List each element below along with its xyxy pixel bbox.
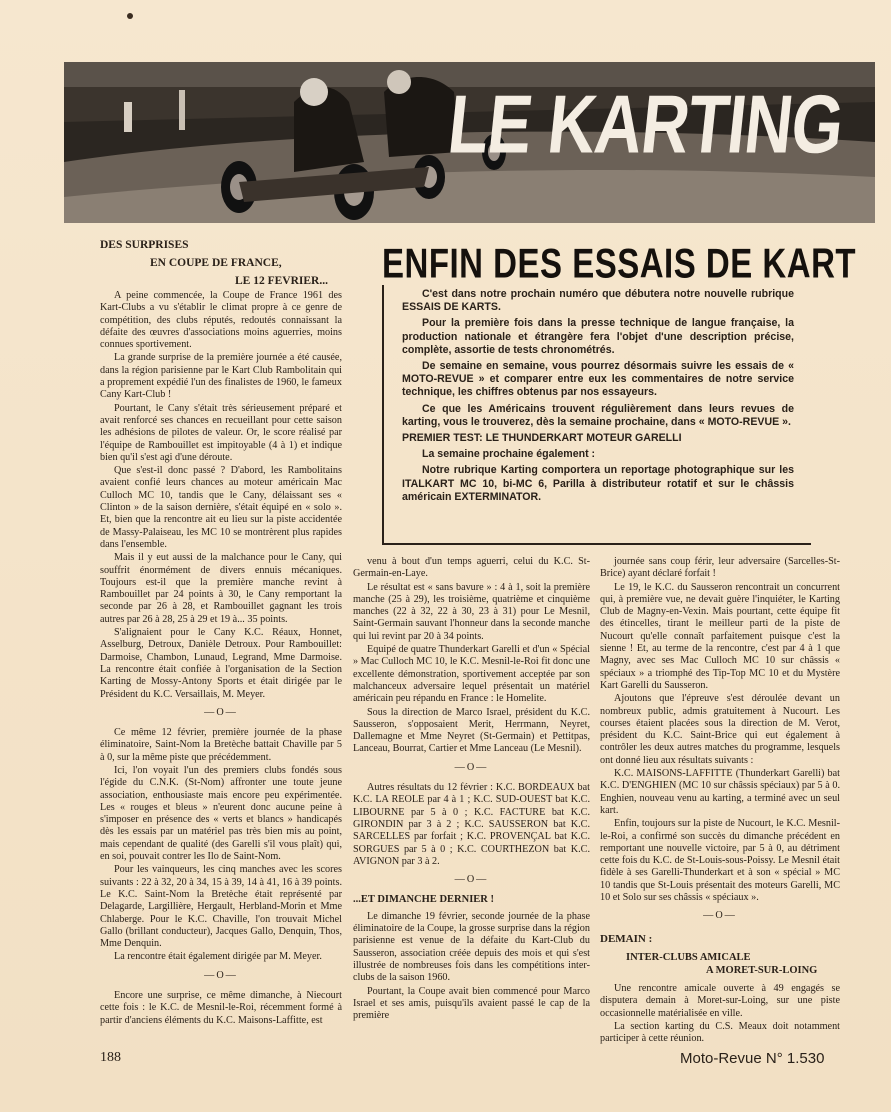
box-paragraph: Pour la première fois dans la presse technique de langue française, la production nationale et étrangère fera l'objet d'une description précise, complète, assortie de tests chronométrés. (402, 317, 794, 356)
magazine-name: Moto-Revue (680, 1050, 762, 1067)
paragraph: Equipé de quatre Thunderkart Garelli et d'un « Spécial » Mac Culloch MC 10, le K.C. Mesnil-le-Roi fit donc une excellente démonstration, sportivement acceptée par son malchanceux adversaire lequel présentait un matériel américain peu répandu en France : le Homelite. (353, 644, 590, 705)
issue-number: N° 1.530 (765, 1050, 825, 1067)
paragraph: A peine commencée, la Coupe de France 1961 des Kart-Clubs a vu s'établir le climat propre à ce genre de compétition, des clubs réputés, redoutés connaissant la défaite des œuvres d'associations moins aguerries, moins connues sportivement. (100, 290, 342, 351)
demain-heading: DEMAIN : (600, 932, 653, 945)
header-banner (64, 62, 875, 223)
intro-heading-line-3: LE 12 FEVRIER... (235, 275, 328, 287)
box-paragraph: Ce que les Américains trouvent régulièrement dans leurs revues de karting, vous le trouverez, dès la semaine prochaine, dans « MOTO-REVUE ». (402, 402, 794, 428)
separator: —O— (454, 874, 489, 886)
paragraph: Pourtant, la Coupe avait bien commencé pour Marco Israel et ses amis, puisqu'ils avaient passé le cap de la première (353, 985, 590, 1022)
announcement-box (382, 285, 811, 545)
paragraph: Pour les vainqueurs, les cinq manches avec les scores suivants : 22 à 32, 20 à 34, 15 à 39, 14 à 41, 16 à 39 points. Le K.C. Saint-Nom la Bretèche était représenté par Delagarde, Largillière, Hergault, Herbland-Morin et Mme Chlaberge. Pour le K.C. Chaville, l'on trouvait Michel Gallo (brillant conducteur), Jacques Gallo, Denquin, Thos, Mme Denquin. (100, 864, 342, 950)
demain-subheading-line-1: INTER-CLUBS AMICALE (626, 951, 751, 963)
separator: —O— (204, 969, 238, 981)
paragraph: Ce même 12 février, première journée de la phase éliminatoire, Saint-Nom la Bretèche battait Chaville par 5 à 0, sur la même piste que précédemment. (100, 727, 342, 763)
paragraph: La rencontre était également dirigée par M. Meyer. (114, 951, 322, 963)
box-paragraph: Notre rubrique Karting comportera un reportage photographique sur les ITALKART MC 10, bi-MC 6, Parilla à distributeur rotatif et sur le châssis américain EXTERMINATOR. (402, 464, 794, 503)
paragraph: La section karting du C.S. Meaux doit notamment participer à cette réunion. (600, 1020, 840, 1045)
column-3 (600, 556, 840, 1046)
page-number: 188 (100, 1050, 121, 1065)
column-2 (353, 556, 590, 1023)
section-subheading: ...ET DIMANCHE DERNIER ! (353, 894, 494, 906)
paragraph: Ici, l'on voyait l'un des premiers clubs fondés sous l'égide du C.N.K. (St-Nom) affronter une toute jeune association, enthousiaste mais encore peu expérimentée. Les « rouges et bleus » n'eurent donc aucune peine à s'imposer en présence des « verts et blancs » handicapés dès les essais par un matériel pas très bien mis au point, mais cependant de qualité (des Garelli s'il vous plaît) qui, en soi, pouvait contrer les Ilo de Saint-Nom. (100, 764, 342, 863)
paragraph: Autres résultats du 12 février : K.C. BORDEAUX bat K.C. LA REOLE par 4 à 1 ; K.C. SUD-OUEST bat K.C. LIBOURNE par 5 à 0 ; K.C. FACTURE bat K.C. GIRONDIN par 3 à 2 ; K.C. SAUSSERON bat K.C. SARCELLES par forfait ; K.C. PROVENÇAL bat K.C. SORGUES par 5 à 0 ; K.C. COURTHEZON bat K.C. AVIGNON par 3 à 2. (353, 782, 590, 867)
box-paragraph: C'est dans notre prochain numéro que débutera notre nouvelle rubrique ESSAIS DE KARTS. (402, 288, 794, 314)
box-test-title: PREMIER TEST: LE THUNDERKART MOTEUR GARELLI (402, 432, 682, 445)
intro-heading (100, 236, 340, 290)
intro-heading-line-1: DES SURPRISES (100, 239, 189, 251)
article-headline: ENFIN DES ESSAIS DE KART (382, 240, 857, 287)
demain-subheading-line-2: A MORET-SUR-LOING (706, 964, 818, 976)
demain-subheading (600, 951, 840, 977)
punch-hole (127, 13, 133, 19)
box-paragraph: De semaine en semaine, vous pourrez désormais suivre les essais de « MOTO-REVUE » et comparer entre eux les commentaires de notre service technique, les chiffres obtenus par nos essayeurs. (402, 360, 794, 399)
separator: —O— (703, 910, 737, 922)
paragraph: Sous la direction de Marco Israel, président du K.C. Sausseron, s'opposaient Merit, Herrmann, Neyret, Dallemagne et Mme Neyret (St-Germain) et Pettitpas, Lanceau, Bourrat, Cartier et Mme Lanceau (Le Mesnil). (353, 706, 590, 755)
column-1 (100, 290, 342, 1028)
paragraph: Enfin, toujours sur la piste de Nucourt, le K.C. Mesnil-le-Roi, a confirmé son succès du dimanche précédent en remportant une nouvelle victoire, par 5 à 0, au détriment cette fois du K.C. de St-Louis-sous-Poissy. Le Mesnil était fidèle à ses Garelli-Thunderkart et à son « spécial » MC 10 tandis que St-Louis présentait des moteurs Garelli, MC 10 et Solo sur ses châssis « spéciaux ». (600, 818, 840, 904)
paragraph: Le 19, le K.C. du Sausseron rencontrait un concurrent qui, à première vue, ne devait guère l'inquiéter, le Karting Club de Magny-en-Vexin. Mais pourtant, cette équipe fit des étincelles, tirant le meilleur parti de la piste de Nucourt qu'elle connaît parfaitement puisque c'est la sienne ! Et, au terme de la rencontre, c'est par 4 à 1 que Magny, avec ses Mac Culloch MC 10 sur châssis « spéciaux » a triomphé des Tip-Top MC 10 et du Mystère Kart Garelli du Sausseron. (600, 581, 840, 691)
paragraph: Encore une surprise, ce même dimanche, à Niecourt cette fois : le K.C. de Mesnil-le-Roi, récemment formé à partir d'anciens éléments du K.C. Maisons-Laffitte, est (100, 990, 342, 1026)
paragraph: K.C. MAISONS-LAFFITTE (Thunderkart Garelli) bat K.C. D'ENGHIEN (MC 10 sur châssis spéciaux) par 5 à 0. Enghien, nouveau venu au karting, a terminé avec un seul kart. (600, 768, 840, 816)
separator: —O— (204, 706, 238, 718)
paragraph: Que s'est-il donc passé ? D'abord, les Rambolitains avaient confié leurs chances au moteur américain Mac Culloch MC 10, tandis que le Cany, délaissant ses « Clinton » de la saison dernière, s'était équipé en « solo ». Et, bien que la rencontre ait eu lieu sur la piste accidentée de Massy-Palaiseau, les MC 10 se montrèrent plus rapides dans l'ensemble. (100, 465, 342, 550)
footer-masthead (680, 1050, 824, 1067)
paragraph: S'alignaient pour le Cany K.C. Réaux, Honnet, Asselburg, Detroux, Danièle Detroux. Pour Rambouillet: Darmoise, Chambon, Lunaud, Legrand, Mme Darmoise. La rencontre était confiée à l'organisation de la Section Karting de Mossy-Antony Sports et était dirigée par le Président du K.C. Versaillais, M. Meyer. (100, 627, 342, 700)
paragraph: Pourtant, le Cany s'était très sérieusement préparé et avait renforcé ses chances en recueillant pour cette saison les adhésions de pilotes de valeur. Or, le score réalisé par l'équipe de Rambouillet est impitoyable (4 à 1) et indique bien qu'il s'est agi d'une déroute. (100, 402, 342, 463)
paragraph: Le résultat est « sans bavure » : 4 à 1, soit la première manche (25 à 29), les troisième, quatrième et cinquième manches (22 à 32, 22 à 30, 23 à 31) pour Le Mesnil, Saint-Germain sauvant l'honneur dans la seconde manche qui lui revint par 20 à 34 points. (353, 581, 590, 642)
paragraph: Mais il y eut aussi de la malchance pour le Cany, qui souffrit énormément de divers ennuis mécaniques. Toujours est-il que la première manche revint à Rambouillet par 24 points à 30, le Cany remportant la seconde par 26 à 28, et Rambouillet gagnant les trois autres par 26 à 28, 25 à 29 et 19 à... 35 points. (100, 552, 342, 625)
paragraph: venu à bout d'un temps aguerri, celui du K.C. St-Germain-en-Laye. (353, 556, 590, 580)
banner-title: LE KARTING (443, 77, 847, 170)
box-paragraph: La semaine prochaine également : (422, 448, 596, 461)
paragraph: Ajoutons que l'épreuve s'est déroulée devant un nombreux public, admis gratuitement à Nucourt. Les courses étaient placées sous la direction de M. Verot, président du K.C. Saint-Brice qui eut également à contrôler les deux autres matches du programme, lesquels ont donné lieu aux résultats suivants : (600, 693, 840, 766)
intro-heading-line-2: EN COUPE DE FRANCE, (150, 257, 282, 269)
paragraph: Une rencontre amicale ouverte à 49 engagés se disputera demain à Moret-sur-Loing, sur une piste occasionnelle matérialisée en ville. (600, 982, 840, 1019)
paragraph: Le dimanche 19 février, seconde journée de la phase éliminatoire de la Coupe, la grosse surprise dans la région parisienne est venue de la défaite du Kart-Club du Sausseron, association créée depuis des mois et qui s'est illustrée de nombreuses fois dans les compétitions inter-clubs de la saison 1960. (353, 910, 590, 984)
separator: —O— (454, 761, 489, 773)
paragraph: journée sans coup férir, leur adversaire (Sarcelles-St-Brice) ayant déclaré forfait ! (600, 556, 840, 580)
paragraph: La grande surprise de la première journée a été causée, dans la région parisienne par le Kart Club Rambolitain qui a proprement expédié l'un des finalistes de 1960, le fameux Cany Kart-Club ! (100, 352, 342, 401)
